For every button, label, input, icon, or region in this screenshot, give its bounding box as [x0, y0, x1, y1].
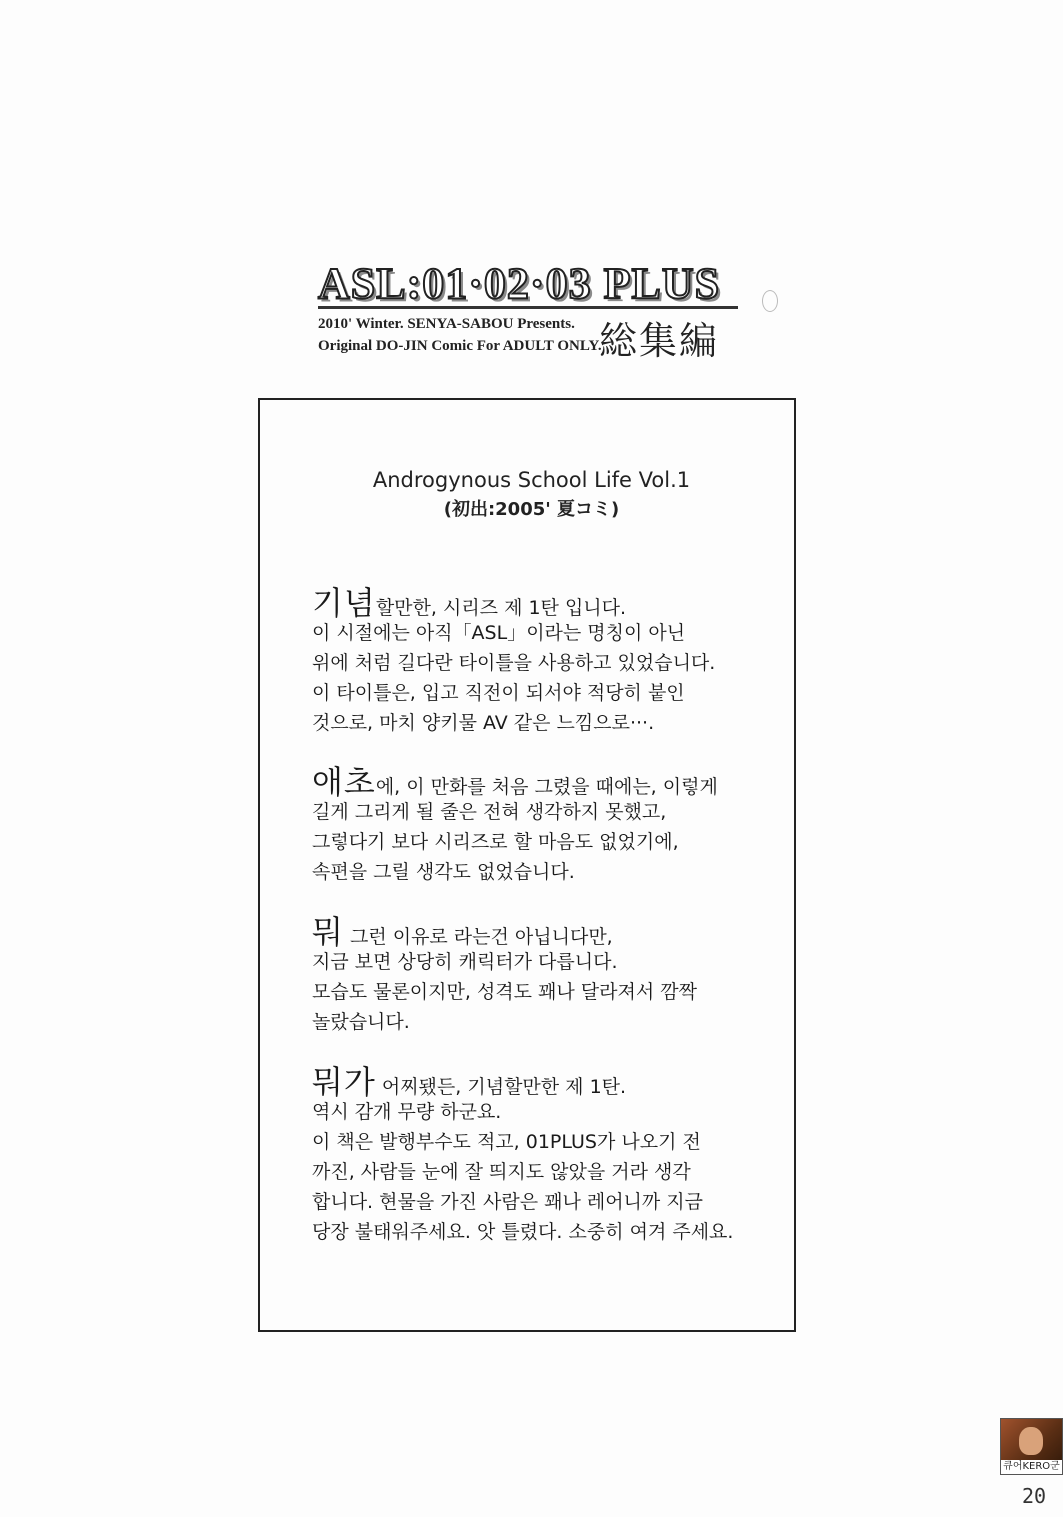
paragraph-line: 놀랐습니다.: [312, 1011, 410, 1033]
first-line-text: 그런 이유로 라는건 아닙니다만,: [343, 926, 613, 948]
paragraph-line: 그렇다기 보다 시리즈로 할 마음도 없었기에,: [312, 831, 679, 853]
paragraph-line: 합니다. 현물을 가진 사람은 꽤나 레어니까 지금: [312, 1191, 704, 1213]
paragraph-4: [312, 1063, 782, 1247]
page-number: 20: [1022, 1484, 1047, 1508]
paragraph-line: 이 시절에는 아직「ASL」이라는 명칭이 아닌: [312, 622, 686, 644]
paragraph-line: 위에 처럼 길다란 타이틀을 사용하고 있었습니다.: [312, 652, 716, 674]
paragraph-first-line: [312, 1063, 782, 1101]
paragraph-line: 역시 감개 무량 하군요.: [312, 1101, 502, 1123]
paragraph-line: 지금 보면 상당히 캐릭터가 다릅니다.: [312, 951, 618, 973]
book-title: Androgynous School Life Vol.1: [372, 468, 691, 492]
lead-word: 애초: [312, 763, 376, 801]
lead-word: 기념: [312, 584, 376, 622]
paragraph-3: [312, 913, 782, 1037]
first-line-text: 어찌됐든, 기념할만한 제 1탄.: [375, 1076, 627, 1098]
first-line-text: 할만한, 시리즈 제 1탄 입니다.: [375, 597, 627, 619]
book-subtitle: (初出:2005' 夏コミ): [443, 499, 620, 520]
paragraph-line: 것으로, 마치 양키물 AV 같은 느낌으로···.: [312, 712, 655, 734]
lead-word: 뭐: [312, 913, 344, 951]
first-line-text: 에, 이 만화를 처음 그렸을 때에는, 이렇게: [375, 776, 718, 798]
paragraph-first-line: [312, 763, 782, 801]
paragraph-line: 당장 불태워주세요. 앗 틀렸다. 소중히 여겨 주세요.: [312, 1221, 734, 1243]
paragraph-line: 모습도 물론이지만, 성격도 꽤나 달라져서 깜짝: [312, 981, 697, 1003]
badge-label: 큐어KERO군: [1001, 1460, 1062, 1474]
page-header: [312, 258, 742, 363]
decorative-circle: [762, 290, 778, 312]
character-portrait-icon: [1019, 1427, 1043, 1455]
lead-word: 뭐가: [312, 1063, 376, 1101]
paragraph-first-line: [312, 913, 782, 951]
header-divider: [318, 306, 738, 309]
paragraph-line: 속편을 그릴 생각도 없었습니다.: [312, 861, 575, 883]
paragraph-line: 까진, 사람들 눈에 잘 띄지도 않았을 거라 생각: [312, 1161, 691, 1183]
scanlator-badge: [1000, 1418, 1063, 1475]
credit-line-1: 2010' Winter. SENYA-SABOU Presents.: [318, 316, 575, 332]
credit-line-2: Original DO-JIN Comic For ADULT ONLY.: [318, 338, 602, 354]
paragraph-line: 이 타이틀은, 입고 직전이 되서야 적당히 붙인: [312, 682, 685, 704]
kanji-title: 総集編: [599, 319, 720, 363]
paragraph-2: [312, 763, 782, 887]
paragraph-line: 이 책은 발행부수도 적고, 01PLUS가 나오기 전: [312, 1131, 701, 1153]
paragraph-1: [312, 584, 782, 738]
logo-title: ASL:01·02·03 PLUS: [318, 259, 721, 308]
paragraph-first-line: [312, 584, 782, 622]
paragraph-line: 길게 그리게 될 줄은 전혀 생각하지 못했고,: [312, 801, 667, 823]
